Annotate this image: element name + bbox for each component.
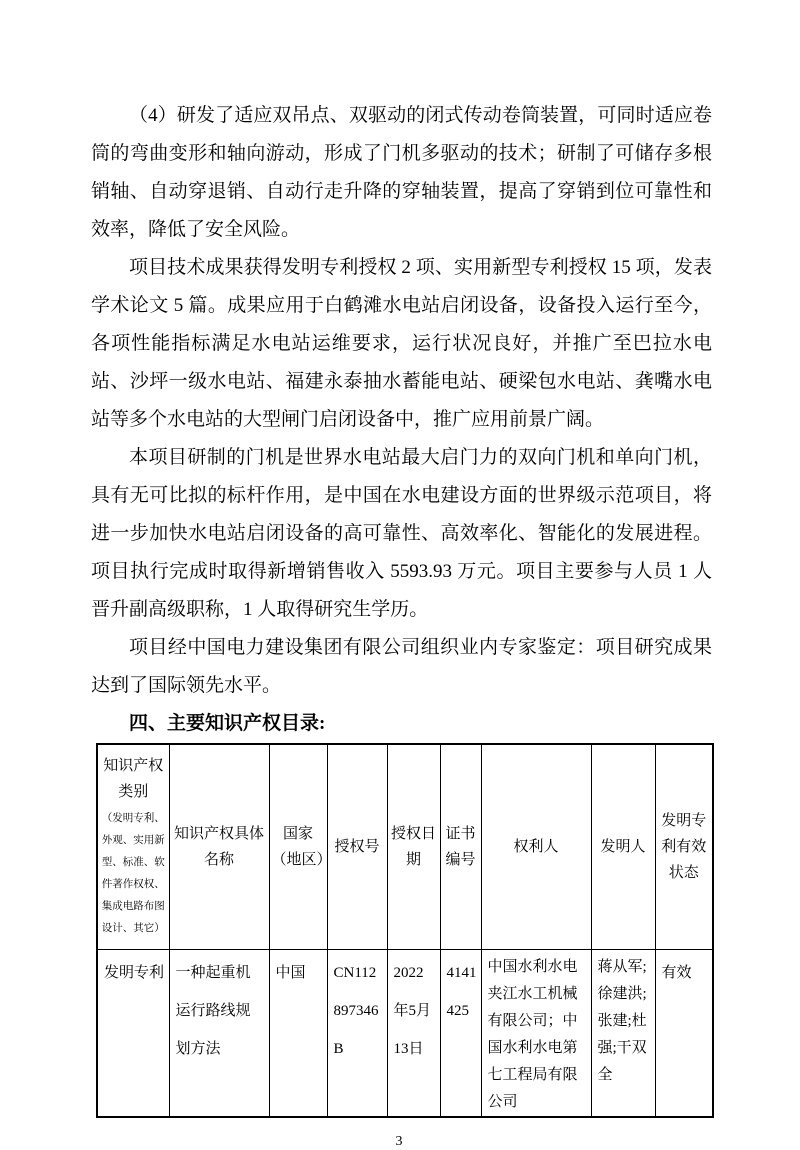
paragraph-3: 本项目研制的门机是世界水电站最大启门力的双向门机和单向门机，具有无可比拟的标杆作用，是中国在水电建设方面的世界级示范项目，将进一步加快水电站启闭设备的高可靠性、高效率化、智能化的发展进程。项目执行完成时取得新增销售收入 5593.93 万元。项目主要参与人员 1 人晋升副高级职称，1 人取得研究生学历。 bbox=[91, 447, 712, 620]
header-ip-category bbox=[97, 744, 169, 949]
cell-rights-holder: 中国水利水电夹江水工机械有限公司；中国水利水电第七工程局有限公司 bbox=[481, 949, 591, 1117]
cell-certificate-number: 4141425 bbox=[440, 949, 481, 1117]
header-certificate-number: 证书编号 bbox=[440, 744, 481, 949]
cell-grant-number: CN112897346B bbox=[327, 949, 387, 1117]
header-ip-name: 知识产权具体名称 bbox=[169, 744, 269, 949]
paragraph-1: （4）研发了适应双吊点、双驱动的闭式传动卷筒装置，可同时适应卷筒的弯曲变形和轴向游动，形成了门机多驱动的技术；研制了可储存多根销轴、自动穿退销、自动行走升降的穿轴装置，提高了穿销到位可靠性和效率，降低了安全风险。 bbox=[91, 105, 712, 240]
cell-grant-date: 2022年5月13日 bbox=[387, 949, 440, 1117]
paragraph-2: 项目技术成果获得发明专利授权 2 项、实用新型专利授权 15 项，发表学术论文 5 篇。成果应用于白鹤滩水电站启闭设备，设备投入运行至今，各项性能指标满足水电站运维要求，运行状况良好，并推广至巴拉水电站、沙坪一级水电站、福建永泰抽水蓄能电站、硬梁包水电站、龚嘴水电站等多个水电站的大型闸门启闭设备中，推广应用前景广阔。 bbox=[91, 257, 712, 430]
header-grant-date: 授权日期 bbox=[387, 744, 440, 949]
header-country: 国家（地区） bbox=[269, 744, 327, 949]
header-ip-category-label: 知识产权类别 bbox=[103, 758, 164, 801]
cell-country: 中国 bbox=[269, 949, 327, 1117]
section-heading: 四、主要知识产权目录: bbox=[129, 713, 326, 734]
cell-ip-category: 发明专利 bbox=[97, 949, 169, 1117]
header-patent-status: 发明专利有效状态 bbox=[655, 744, 713, 949]
header-ip-category-note: （发明专利、外观、实用新型、标准、软件著作权权、集成电路布图设计、其它） bbox=[101, 813, 165, 935]
table-row bbox=[97, 949, 713, 1117]
header-inventors: 发明人 bbox=[591, 744, 655, 949]
ip-table bbox=[96, 743, 714, 1118]
cell-inventors: 蒋从军;徐建洪;张建;杜强;干双全 bbox=[591, 949, 655, 1117]
header-grant-number: 授权号 bbox=[327, 744, 387, 949]
paragraph-4: 项目经中国电力建设集团有限公司组织业内专家鉴定：项目研究成果达到了国际领先水平。 bbox=[91, 637, 712, 696]
cell-ip-name: 一种起重机运行路线规划方法 bbox=[169, 949, 269, 1117]
page-number: 3 bbox=[395, 1133, 403, 1149]
header-rights-holder: 权利人 bbox=[481, 744, 591, 949]
cell-patent-status: 有效 bbox=[655, 949, 713, 1117]
table-header-row bbox=[97, 744, 713, 949]
